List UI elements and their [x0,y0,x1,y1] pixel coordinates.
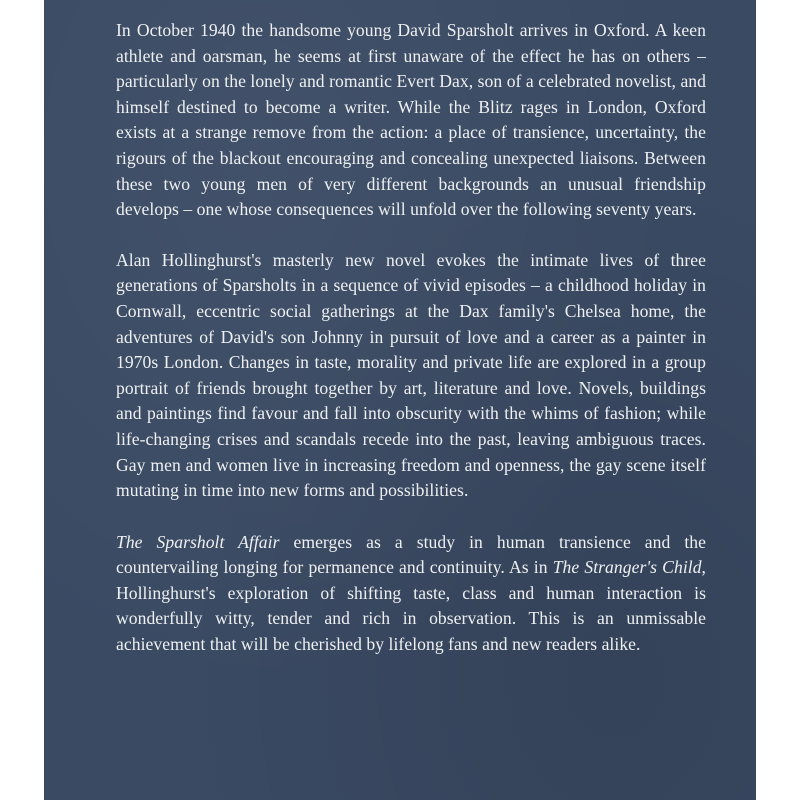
book-title-strangers-child: The Stranger's Child [552,557,702,578]
blurb-text [116,18,706,658]
blurb-paragraph-2: Alan Hollinghurst's masterly new novel evokes the intimate lives of three generations of Sparsholts in a sequence of vivid episodes – a childhood holiday in Cornwall, eccentric social gatherings at the Dax family's Chelsea home, the adventures of David's son Johnny in pursuit of love and a career as a painter in 1970s London. Changes in taste, morality and private life are explored in a group portrait of friends brought together by art, literature and love. Novels, buildings and paintings find favour and fall into obscurity with the whims of fashion; while life-changing crises and scandals recede into the past, leaving ambiguous traces. Gay men and women live in increasing freedom and openness, the gay scene itself mutating in time into new forms and possibilities. [116,249,706,501]
blurb-paragraph-3 [116,530,706,658]
book-back-cover [44,0,756,800]
blurb-paragraph-3-part-1: emerges as a study in human transience and the countervailing longing for permanence and continuity. As in [116,531,706,578]
blurb-paragraph-1: In October 1940 the handsome young David Sparsholt arrives in Oxford. A keen athlete and oarsman, he seems at first unaware of the effect he has on others – particularly on the lonely and romantic Evert Dax, son of a celebrated novelist, and himself destined to become a writer. While the Blitz rages in London, Oxford exists at a strange remove from the action: a place of transience, uncertainty, the rigours of the blackout encouraging and concealing unexpected liaisons. Between these two young men of very different backgrounds an unusual friendship develops – one whose consequences will unfold over the following seventy years. [116,20,706,220]
book-title-sparsholt-affair: The Sparsholt Affair [116,531,280,552]
blurb-paragraph-3-part-2: , Hollinghurst's exploration of shifting taste, class and human interaction is wonderfully witty, tender and rich in observation. This is an unmissable achievement that will be cherished by lifelong fans and new readers alike. [116,557,706,655]
